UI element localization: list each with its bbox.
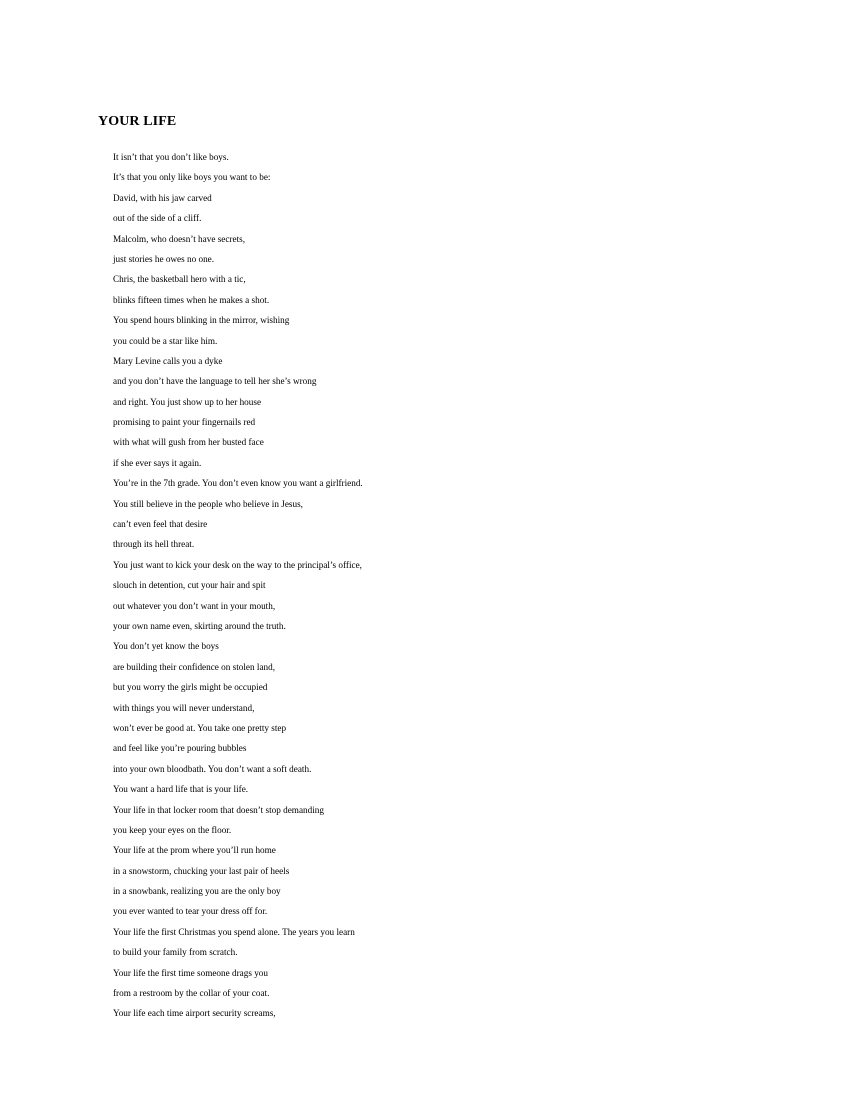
poem-line: and feel like you’re pouring bubbles xyxy=(113,743,247,754)
poem-line: Malcolm, who doesn’t have secrets, xyxy=(113,233,245,244)
poem-line: are building their confidence on stolen land, xyxy=(113,661,276,672)
poem-line: if she ever says it again. xyxy=(113,457,202,468)
poem-title: YOUR LIFE xyxy=(98,114,177,129)
poem-line: slouch in detention, cut your hair and spit xyxy=(113,580,266,591)
poem-line: just stories he owes no one. xyxy=(113,253,215,264)
poem-line: David, with his jaw carved xyxy=(113,192,212,203)
poem-line: promising to paint your fingernails red xyxy=(113,417,256,428)
poem-line: Your life in that locker room that doesn’t stop demanding xyxy=(113,804,324,815)
poem-line: with things you will never understand, xyxy=(113,702,255,713)
poem-line: You spend hours blinking in the mirror, wishing xyxy=(113,315,290,326)
poem-line: out whatever you don’t want in your mouth, xyxy=(113,600,276,611)
poem-line: Mary Levine calls you a dyke xyxy=(113,355,223,366)
poem-line: Your life each time airport security screams, xyxy=(113,1008,276,1019)
poem-line: and right. You just show up to her house xyxy=(113,396,262,407)
poem-line: and you don’t have the language to tell her she’s wrong xyxy=(113,376,317,387)
poem-line: won’t ever be good at. You take one pretty step xyxy=(113,722,287,733)
poem-line: Chris, the basketball hero with a tic, xyxy=(113,274,246,285)
poem-line: in a snowbank, realizing you are the only boy xyxy=(113,886,281,897)
poem-line: Your life at the prom where you’ll run home xyxy=(113,845,276,856)
poem-body xyxy=(113,150,363,1027)
poem-line: to build your family from scratch. xyxy=(113,947,238,958)
poem-line: It’s that you only like boys you want to be: xyxy=(113,172,271,183)
poem-line: out of the side of a cliff. xyxy=(113,213,202,224)
poem-line: You just want to kick your desk on the way to the principal’s office, xyxy=(113,559,362,570)
poem-line: It isn’t that you don’t like boys. xyxy=(113,152,229,162)
poem-line: through its hell threat. xyxy=(113,539,195,550)
poem-line: your own name even, skirting around the truth. xyxy=(113,620,286,631)
poem-line: You’re in the 7th grade. You don’t even know you want a girlfriend. xyxy=(113,478,363,489)
poem-line: with what will gush from her busted face xyxy=(113,437,264,448)
poem-line: you ever wanted to tear your dress off for. xyxy=(113,906,268,917)
poem-line: Your life the first Christmas you spend alone. The years you learn xyxy=(113,926,355,937)
poem-line: you could be a star like him. xyxy=(113,335,218,346)
poem-line: blinks fifteen times when he makes a shot. xyxy=(113,294,270,305)
poem-line: but you worry the girls might be occupied xyxy=(113,682,268,693)
poem-line: from a restroom by the collar of your coat. xyxy=(113,988,270,999)
poem-line: You don’t yet know the boys xyxy=(113,641,219,652)
poem-line: You want a hard life that is your life. xyxy=(113,784,249,795)
poem-line: You still believe in the people who believe in Jesus, xyxy=(113,498,303,509)
poem-line: in a snowstorm, chucking your last pair of heels xyxy=(113,865,290,876)
poem-line: can’t even feel that desire xyxy=(113,519,208,530)
poem-line: Your life the first time someone drags you xyxy=(113,967,268,978)
poem-line: you keep your eyes on the floor. xyxy=(113,824,232,835)
poem-line: into your own bloodbath. You don’t want a soft death. xyxy=(113,763,312,774)
